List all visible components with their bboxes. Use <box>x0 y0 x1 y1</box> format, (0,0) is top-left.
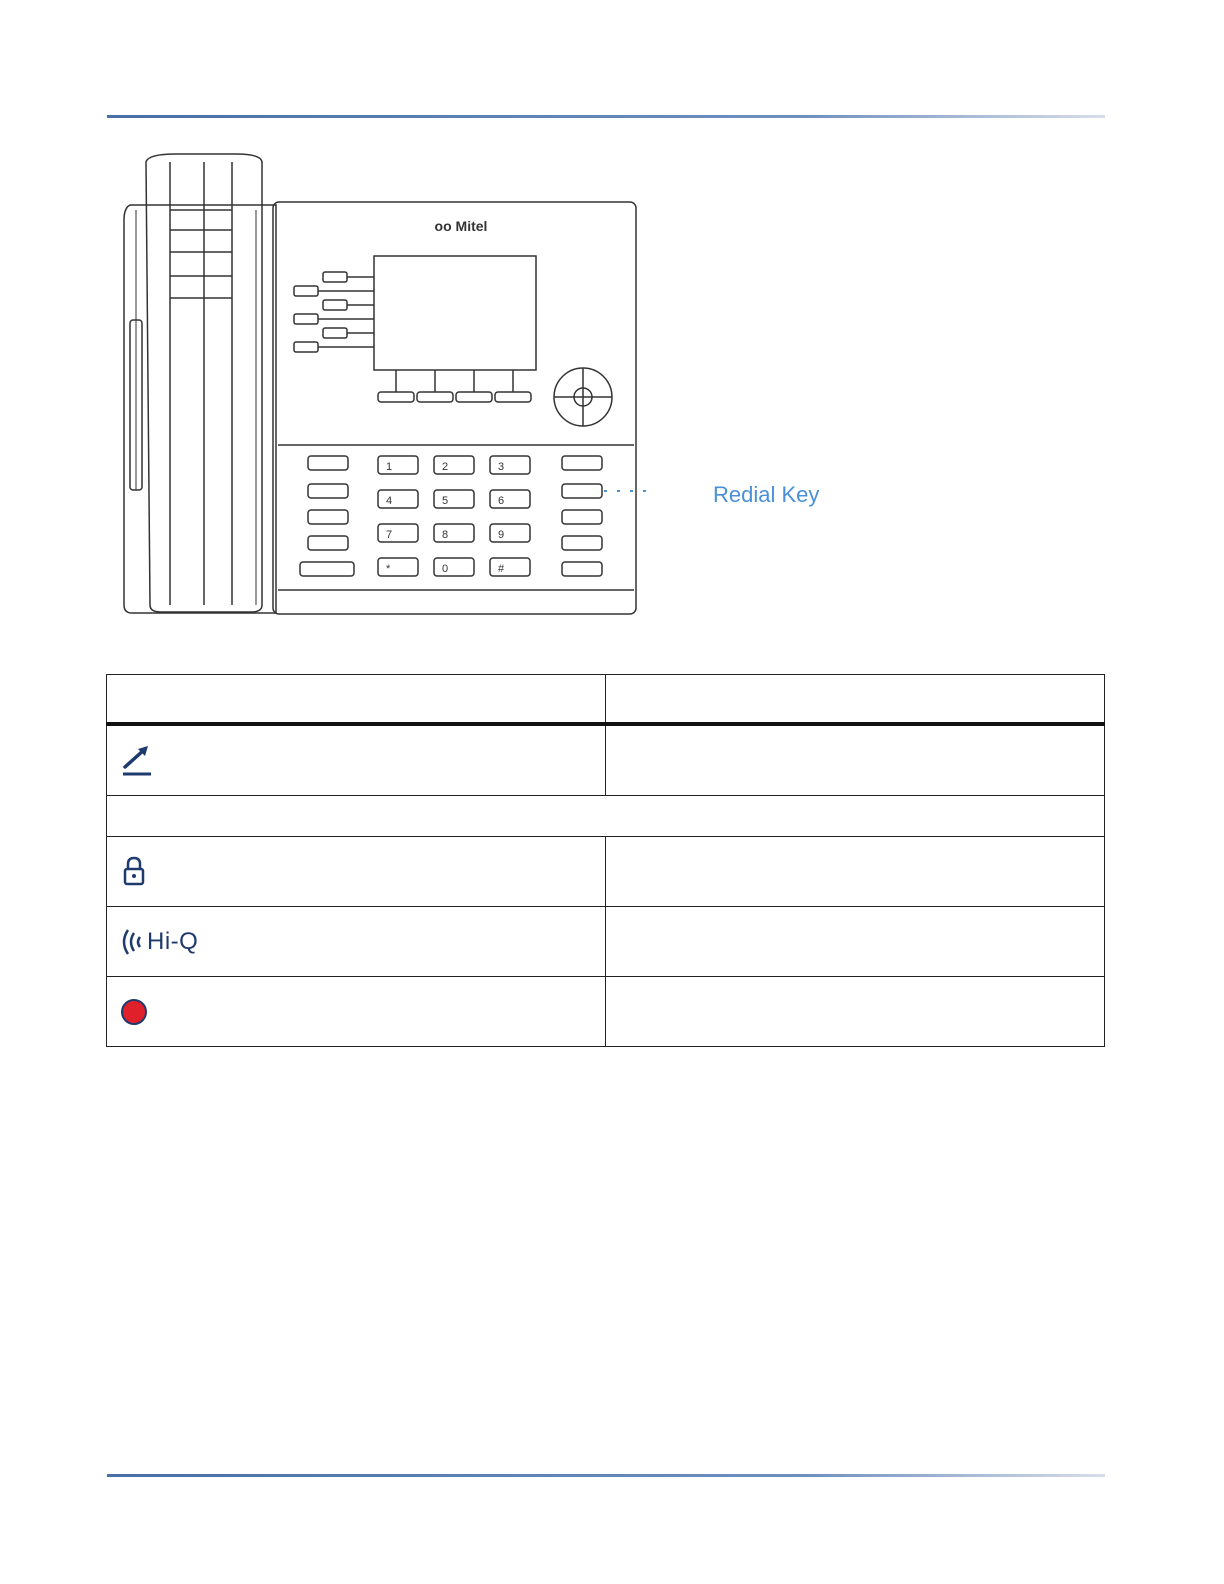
row-description <box>606 837 1105 907</box>
keypad-key <box>378 456 418 474</box>
keypad-key-label: 2 <box>442 461 449 473</box>
row-description <box>606 907 1105 977</box>
keypad-key-label: # <box>498 563 505 575</box>
red-record-dot-icon <box>119 997 149 1027</box>
keypad-key <box>378 558 418 576</box>
icon-table <box>106 674 1105 1047</box>
table-header-row <box>107 675 1105 725</box>
keypad-key-label: 7 <box>386 529 393 541</box>
table-row <box>107 907 1105 977</box>
row-description <box>606 977 1105 1047</box>
redial-key-callout: Redial Key <box>713 482 820 507</box>
header-cell-icon <box>107 675 606 725</box>
keypad-key <box>378 490 418 508</box>
keypad-key <box>434 490 474 508</box>
keypad-key <box>490 524 530 542</box>
keypad-key-label: 0 <box>442 563 449 575</box>
keypad-key <box>434 456 474 474</box>
footer-divider <box>107 1474 1105 1477</box>
keypad-key <box>490 490 530 508</box>
table-row <box>107 977 1105 1047</box>
hi-q-label: Hi-Q <box>147 927 199 955</box>
table-row <box>107 837 1105 907</box>
keypad-key-label: 6 <box>498 495 505 507</box>
keypad-key <box>490 558 530 576</box>
lock-icon <box>119 855 149 889</box>
edit-pencil-icon <box>119 743 155 779</box>
keypad-key-label: * <box>386 563 391 575</box>
keypad-key-label: 9 <box>498 529 505 541</box>
keypad-key-label: 3 <box>498 461 505 473</box>
display-screen <box>374 256 536 370</box>
phone-illustration <box>116 150 646 620</box>
dial-keypad <box>378 456 530 576</box>
header-cell-description <box>606 675 1105 725</box>
keypad-key <box>434 558 474 576</box>
table-row <box>107 724 1105 796</box>
keypad-key <box>434 524 474 542</box>
brand-logo: oo Mitel <box>434 218 488 234</box>
keypad-key-label: 5 <box>442 495 449 507</box>
section-row <box>107 796 1105 837</box>
keypad-key <box>378 524 418 542</box>
keypad-key-label: 1 <box>386 461 393 473</box>
header-divider <box>107 115 1105 118</box>
table-row <box>107 796 1105 837</box>
keypad-key <box>490 456 530 474</box>
base-outline <box>273 202 636 614</box>
hi-q-icon <box>119 926 143 958</box>
keypad-key-label: 8 <box>442 529 449 541</box>
row-description <box>606 724 1105 796</box>
keypad-key-label: 4 <box>386 495 393 507</box>
